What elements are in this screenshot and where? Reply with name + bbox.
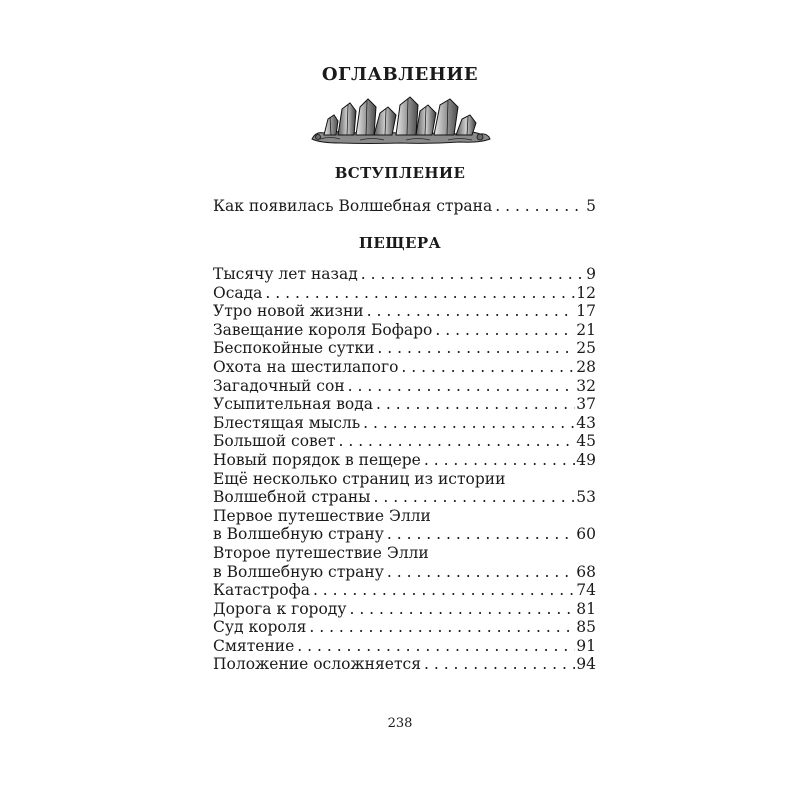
dot-leader: [371, 488, 576, 507]
toc-entry-title-line-2: в Волшебную страну: [213, 525, 384, 544]
toc-entry-title: Блестящая мысль: [213, 413, 361, 432]
toc-entry-page: 17: [576, 302, 596, 321]
toc-entry-title: Загадочный сон: [213, 376, 345, 395]
dot-leader: [492, 197, 585, 216]
dot-leader: [306, 618, 575, 637]
toc-entry-title-line-1: Первое путешествие Элли: [213, 506, 431, 525]
dot-leader: [358, 265, 585, 284]
toc-entry-title: Тысячу лет назад: [213, 265, 358, 283]
dot-leader: [336, 432, 576, 451]
page-number: 238: [387, 716, 413, 731]
toc-entry: [213, 265, 596, 284]
toc-entry: [213, 544, 596, 581]
toc-entry-page: 5: [586, 197, 596, 215]
toc-entry-title: Утро новой жизни: [213, 302, 364, 321]
toc-entry: [213, 302, 596, 321]
toc-entry-page: 94: [576, 655, 596, 674]
section-heading-cave: ПЕЩЕРА: [358, 234, 442, 252]
toc-entry-page: 25: [576, 339, 596, 358]
toc-entry-title: Как появилась Волшебная страна: [213, 197, 493, 215]
toc-entry-title: Суд короля: [213, 618, 307, 637]
toc-entry-title: Новый порядок в пещере: [213, 450, 421, 469]
toc-entry: [213, 637, 596, 656]
dot-leader: [384, 563, 575, 582]
toc-entry-title: Усыпительная вода: [213, 395, 374, 414]
toc-entry: [213, 339, 596, 358]
toc-entry-page: 53: [576, 488, 596, 507]
toc-entry-title-line-1: Второе путешествие Элли: [213, 543, 429, 562]
toc-entry: [213, 358, 596, 377]
toc-entry-page: 45: [576, 432, 596, 451]
crystals-illustration: [310, 95, 492, 145]
toc-entry-title: Охота на шестилапого: [213, 357, 399, 376]
dot-leader: [384, 525, 575, 544]
toc-entry: [213, 600, 596, 619]
toc-entry-title-line-1: Ещё несколько страниц из истории: [213, 469, 506, 488]
toc-entry-title: Катастрофа: [213, 581, 310, 600]
dot-leader: [432, 321, 575, 340]
toc-entry-page: 12: [576, 283, 596, 302]
toc-entry-title-line-2: Волшебной страны: [213, 488, 371, 507]
toc-entry-page: 68: [576, 562, 596, 581]
toc-entry: [213, 197, 596, 216]
toc-entry-title-line-2: в Волшебную страну: [213, 562, 384, 581]
toc-entry-page: 21: [576, 320, 596, 339]
dot-leader: [373, 395, 575, 414]
toc-entry: [213, 581, 596, 600]
toc-entry-page: 60: [576, 525, 596, 544]
toc-entry-page: 9: [586, 265, 596, 283]
dot-leader: [294, 637, 575, 656]
toc-entry: [213, 377, 596, 396]
dot-leader: [374, 339, 575, 358]
toc-entry-title: Беспокойные сутки: [213, 339, 375, 358]
dot-leader: [346, 600, 575, 619]
toc-entry: [213, 470, 596, 507]
toc-entry: [213, 395, 596, 414]
toc-entry-page: 91: [576, 636, 596, 655]
toc-entry-title: Положение осложняется: [213, 655, 421, 674]
toc-entry-title: Большой совет: [213, 432, 336, 451]
toc-entry-page: 32: [576, 376, 596, 395]
toc-entry-page: 85: [576, 618, 596, 637]
dot-leader: [364, 302, 576, 321]
toc-entry: [213, 655, 596, 674]
toc-entry-title: Завещание короля Бофаро: [213, 320, 433, 339]
dot-leader: [262, 284, 575, 303]
toc-entry-page: 49: [576, 450, 596, 469]
toc-entry-page: 43: [576, 413, 596, 432]
toc-entry: [213, 451, 596, 470]
dot-leader: [398, 358, 575, 377]
toc-entry-page: 81: [576, 599, 596, 618]
page-title: ОГЛАВЛЕНИЕ: [321, 64, 479, 85]
toc-entry: [213, 432, 596, 451]
toc-entry: [213, 321, 596, 340]
section-heading-intro: ВСТУПЛЕНИЕ: [334, 164, 466, 182]
dot-leader: [310, 581, 575, 600]
toc-entry: [213, 284, 596, 303]
toc-entry-title: Дорога к городу: [213, 599, 347, 618]
toc-entry-page: 74: [576, 581, 596, 600]
toc-entry-page: 37: [576, 395, 596, 414]
dot-leader: [421, 451, 575, 470]
toc-entry: [213, 414, 596, 433]
dot-leader: [345, 377, 576, 396]
dot-leader: [360, 414, 575, 433]
toc-section-cave: [213, 265, 596, 674]
toc-entry: [213, 507, 596, 544]
toc-entry-page: 28: [576, 357, 596, 376]
toc-entry: [213, 618, 596, 637]
toc-section-intro: [213, 197, 596, 216]
dot-leader: [421, 655, 575, 674]
toc-entry-title: Смятение: [213, 636, 295, 655]
toc-entry-title: Осада: [213, 283, 263, 302]
